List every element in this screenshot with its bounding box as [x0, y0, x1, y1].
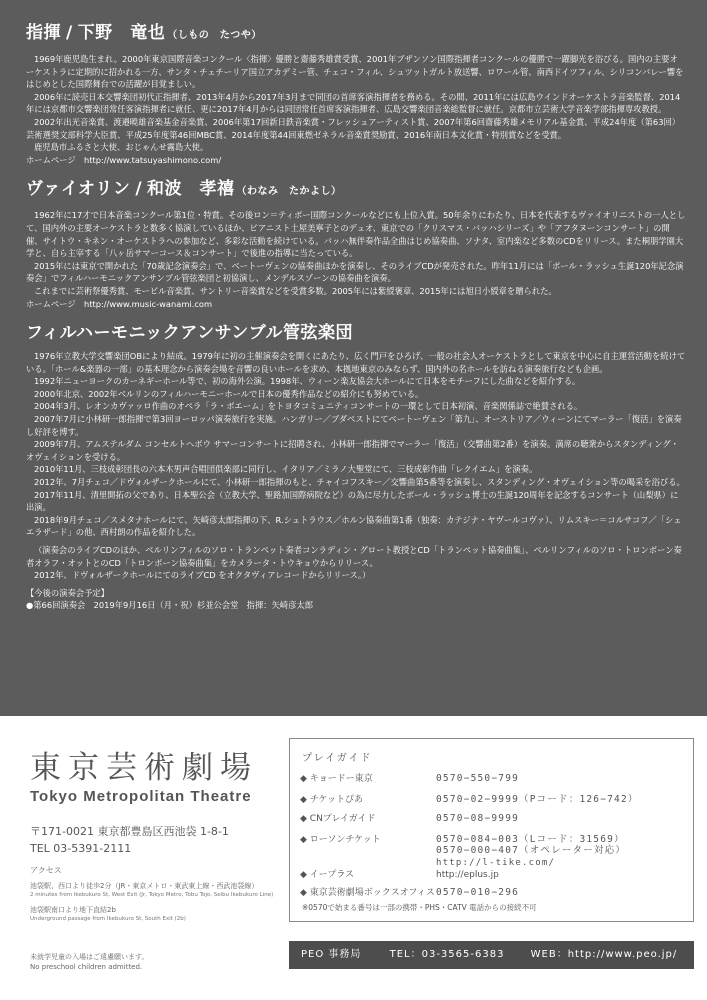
peo-office-web[interactable]: WEB：http://www.peo.jp/ — [530, 949, 678, 960]
orchestra-history-3: 2000年北京、2002年ベルリンのフィルハーモニーホールで日本の優秀作品などの紹介にも努めている。 — [34, 388, 424, 399]
playguide-title: プレイガイド — [302, 753, 373, 764]
playguide-row — [300, 885, 519, 898]
playguide-label: ◆ 東京芸術劇場ボックスオフィス — [300, 888, 435, 898]
orchestra-history-2: 1992年ニューヨークのカーネギーホール等で、初の海外公演。1998年、ウィーン楽友協会大ホールにて日本をモチーフにした曲などを紹介する。 — [34, 376, 581, 387]
orchestra-history-4: 2004年3月、レオンカヴァッロ作曲のオペラ「ラ・ボエーム」をトヨタコミュニティコンサートの一環として日本初演、音楽関係誌で絶賛される。 — [34, 401, 583, 412]
violinist-name: 和波 孝禧 — [147, 179, 235, 200]
peo-office-name: PEO 事務局 — [301, 949, 362, 960]
orchestra-history-6: 2009年7月、アムステルダム コンセルトヘボウ サマーコンサートに招聘され、小林研一郎指揮でマーラー「復活」（交響曲第2番）を演奏。満席の聴衆からスタンディング・オヴェイションを受ける。 — [26, 439, 679, 462]
venue-logo-jp: 東京芸術劇場 — [30, 750, 258, 786]
playguide-number[interactable]: 0570−550−799 — [436, 773, 520, 784]
children-notice-en: No preschool children admitted. — [30, 963, 143, 971]
playguide-row — [300, 791, 639, 805]
conductor-bio-4: 鹿児島市ふるさと大使、おじゃんせ霧島大使。 — [34, 142, 209, 153]
venue-panel — [0, 716, 707, 1000]
orchestra-recordings-2: 2012年、ドヴォルザークホールにてのライブCD をオクタヴィアレコードからリリース。） — [34, 570, 371, 581]
heading-slash: / — [66, 23, 73, 43]
playguide-label: ◆ チケットぴあ — [300, 795, 363, 805]
playguide-url[interactable]: http://eplus.jp — [436, 870, 499, 880]
children-notice — [30, 952, 148, 972]
orchestra-history-8: 2012年、7月チェコ／ドヴォルザークホールにて、小林研一郎指揮のもと、チャイコフスキー／交響曲第5番等を演奏し、スタンディング・オヴェイション等の喝采を浴びる。 — [34, 477, 685, 488]
violinist-homepage-label: ホームページ — [26, 298, 76, 309]
playguide-number[interactable]: 0570−010−296 — [436, 887, 520, 898]
violinist-homepage — [26, 298, 686, 311]
upcoming-concert-item: ●第66回演奏会 2019年9月16日（月・祝）杉並公会堂 指揮：矢崎彦太郎 — [26, 600, 314, 611]
playguide-number[interactable]: 0570−02−9999（Pコード：126−742） — [436, 794, 639, 805]
venue-logo-en: Tokyo Metropolitan Theatre — [30, 788, 252, 805]
conductor-homepage-label: ホームページ — [26, 154, 76, 165]
violinist-bio-1: 1962年に17才で日本音楽コンクール第1位・特賞。その後ロン＝ティボー国際コンクールなどにも上位入賞。50年余りにわたり、日本を代表するヴァイオリニストの一人として、国内外の主要オーケストラと数多く協演しているほか、ピアニスト土屋美寧子とのデュオ、東京での「クリスマス・バッハシリーズ」や「アフタヌーンコンサート」の開催、サイトウ・キネン・オーケストラへの参加など、多彩な活動を続けている。バッハ無伴奏作品全曲はじめ協奏曲、ソナタ、室内楽など多数のCDをリリース。また桐朋学園大学と、自ら主宰する「八ヶ岳サマーコース＆コンサート」で後進の指導に当たっている。 — [26, 210, 686, 259]
peo-office-bar — [289, 941, 694, 969]
heading-slash: / — [135, 179, 143, 200]
orchestra-history-7: 2010年11月、三枝成彰団長の六本木男声合唱団倶楽部に同行し、イタリア／ミラノ大聖堂にて、三枝成彰作曲「レクイエム」を演奏。 — [34, 464, 538, 475]
orchestra-history-1: 1976年立教大学交響楽団OBにより結成。1979年に初の主催演奏会を開くにあたり、広く門戸をひろげ、一般の社会人オーケストラとして東京を中心に自主運営活動を続けている。「ホール&楽器の一部」の基本理念から演奏会場を音響の良いホールを求め、本拠地東京のみならず、国内外の名ホールを訪ねる演奏旅行なども企画。 — [26, 351, 686, 374]
access-item — [30, 906, 280, 925]
violinist-heading — [26, 178, 686, 203]
violinist-role: ヴァイオリン — [26, 179, 131, 200]
violinist-reading: （わなみ たかよし） — [236, 186, 342, 198]
playguide-row — [300, 867, 499, 880]
access-en: Underground passage from Ikebukuro St, South Exit (2b) — [30, 916, 186, 922]
playguide-label: ◆ イープラス — [300, 870, 355, 880]
access-jp: 池袋駅南口より地下直結2b — [30, 905, 116, 914]
conductor-homepage-link[interactable]: http://www.tatsuyashimono.com/ — [83, 154, 222, 165]
playguide-url[interactable]: http://l-tike.com/ — [436, 858, 556, 868]
orchestra-heading: フィルハーモニックアンサンブル管弦楽団 — [26, 323, 354, 344]
access-en: 2 minutes from Ikebukuro St, West Exit (Jr, Tokyo Metro, Tobu Tojo, Seibu Ikebukuro Line) — [30, 892, 274, 898]
orchestra-history-5: 2007年7月に小林研一郎指揮で第3回ヨーロッパ演奏旅行を実施。ハンガリー／ブダペストにてベートーヴェン「第九」、オーストリア／ウィーンにてマーラー「復活」を演奏し好評を博す。 — [26, 414, 682, 437]
orchestra-recordings-1: （演奏会のライブCDのほか、ベルリンフィルのソロ・トランペット奏者コンラディン・グロート教授とCD「トランペット協奏曲集」、ベルリンフィルのソロ・トロンボーン奏者オラフ・オットとのCD「トロンボーン協奏曲集」をカメラータ・トウキョウからリリース。 — [26, 545, 682, 568]
children-notice-jp: 未就学児童の入場はご遠慮願います。 — [30, 953, 149, 961]
playguide-label: ◆ CNプレイガイド — [300, 814, 376, 824]
violinist-bio-2: 2015年には東京で開かれた「70歳記念演奏会」で、ベートーヴェンの協奏曲ほかを演奏し、そのライブCDが発売された。昨年11月には「ポール・ラッシュ生誕120年記念演奏会」でフィルハーモニックアンサンブル管弦楽団と初協演し、メンデルスゾーンの協奏曲を演奏。 — [26, 260, 684, 284]
playguide-number[interactable]: 0570−08−9999 — [436, 813, 520, 824]
playguide-row — [300, 771, 519, 784]
playguide-number[interactable]: 0570−084−003（Lコード：31569） — [436, 834, 625, 845]
playguide-footnote: ※0570で始まる番号は一部の携帯・PHS・CATV 電話からの接続不可 — [302, 903, 537, 912]
peo-office-tel[interactable]: TEL：03-3565-6383 — [389, 949, 505, 960]
access-info — [30, 866, 280, 930]
orchestra-history-9: 2017年11月、清里開拓の父であり、日本聖公会（立教大学、聖路加国際病院など）の為に尽力したポール・ラッシュ博士の生誕120周年を記念するコンサート（山梨県）に出演。 — [26, 489, 679, 513]
conductor-bio-1: 1969年鹿児島生まれ。2000年東京国際音楽コンクール〈指揮〉優勝と齋藤秀雄賞受賞、2001年ブザンソン国際指揮者コンクールの優勝で一躍脚光を浴びる。国内の主要オーケストラに定期的に招かれる一方、サンタ・チェチーリア国立アカデミー管、チェコ・フィル、シュツットガルト放送響、ロワール管、南西ドイツフィル、シリコンバレー響をはじめとした国際舞台での活躍が目覚ましい。 — [26, 54, 684, 90]
conductor-role: 指揮 — [26, 23, 61, 43]
playguide-row — [300, 831, 626, 869]
profiles-content — [26, 22, 686, 612]
playguide-operator-number[interactable]: 0570−000−407（オペレーター対応） — [436, 845, 627, 856]
conductor-homepage — [26, 154, 686, 167]
conductor-name: 下野 竜也 — [77, 23, 166, 43]
access-jp: 池袋駅、西口より徒歩2分（JR・東京メトロ・東武東上線・西武池袋線） — [30, 881, 259, 890]
venue-address: 〒171-0021 東京都豊島区西池袋 1-8-1 — [30, 825, 229, 838]
conductor-reading: （しもの たつや） — [167, 30, 262, 41]
conductor-bio-3: 2002年出光音楽賞、渡邉曉雄音楽基金音楽賞、2006年第17回新日鉄音楽賞・フレッシュアーティスト賞、2007年第6回齋藤秀雄メモリアル基金賞、平成24年度（第63回）芸術選奨文部科学大臣賞、平成25年度第46回MBC賞、2014年度第44回東燃ゼネラル音楽賞奨励賞、2016年南日本文化賞・特別賞などを受賞。 — [26, 116, 681, 140]
playguide-label: ◆ キョードー東京 — [300, 774, 373, 784]
venue-tel: TEL 03-5391-2111 — [30, 842, 132, 855]
venue-address-block — [30, 823, 229, 857]
spacer — [26, 310, 686, 322]
access-title: アクセス — [30, 866, 62, 875]
conductor-bio-2: 2006年に読売日本交響楽団初代正指揮者、2013年4月から2017年3月まで同団の首席客演指揮者を務める。その間、2011年には広島ウインドオーケストラ音楽監督、2014年には京都市交響楽団常任客演指揮者に就任、更に2017年4月からは同団常任首席客演指揮者、広島交響楽団音楽総監督に就任。京都市立芸術大学音楽学部指揮専攻教授。 — [26, 91, 681, 115]
playguide-box — [289, 738, 694, 922]
violinist-bio-3: これまでに芸術祭優秀賞、モービル音楽賞、サントリー音楽賞などを受賞多数。2005年には紫綬褒章、2015年には旭日小綬章を贈られた。 — [34, 285, 557, 296]
orchestra-history-10: 2018年9月チェコ／スメタナホールにて、矢崎彦太郎指揮の下、R.シュトラウス／ホルン協奏曲第1番（独奏：カテジナ・ヤヴールコヴァ）、リムスキー＝コルサコフ／「シェエラザード」の他、西村朗の作品を紹介した。 — [26, 514, 682, 538]
spacer — [26, 166, 686, 178]
violinist-homepage-link[interactable]: http://www.music-wanami.com — [83, 298, 213, 309]
conductor-heading — [26, 22, 686, 47]
upcoming-concerts-heading: 【今後の演奏会予定】 — [26, 587, 109, 598]
playguide-label: ◆ ローソンチケット — [300, 835, 381, 845]
access-item — [30, 882, 280, 901]
playguide-row — [300, 811, 519, 824]
